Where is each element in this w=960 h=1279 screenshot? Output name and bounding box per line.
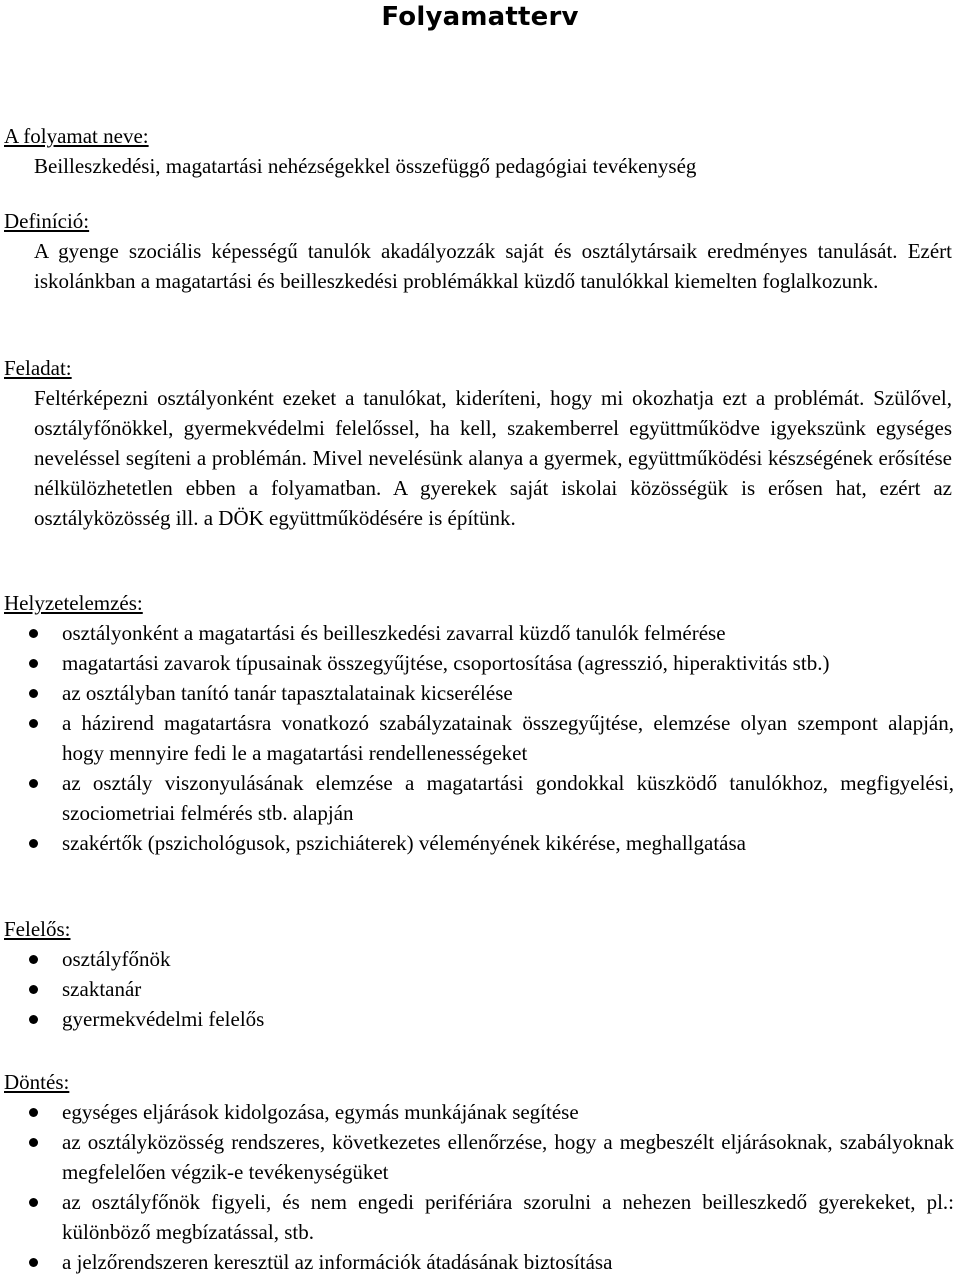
list-item [0,768,960,828]
task-heading: Feladat: [4,356,72,380]
list-item-text: az osztály viszonyulásának elemzése a magatartási gondokkal küszködő tanulókhoz, megfigyelési, szociometriai felmérés stb. alapján [62,771,954,825]
section-situation-analysis [0,588,960,858]
responsible-heading: Felelős: [4,917,71,941]
list-item [0,944,960,974]
list-item [0,678,960,708]
section-responsible [0,914,960,1034]
list-item-text: a házirend magatartásra vonatkozó szabályzatainak összegyűjtése, elemzése olyan szempont alapján, hogy mennyire fedi le a magatartási rendellenességeket [62,711,954,765]
list-item [0,1127,960,1187]
section-task [0,353,960,533]
decision-list [0,1097,960,1277]
list-item-text: magatartási zavarok típusainak összegyűjtése, csoportosítása (agresszió, hiperaktivitás stb.) [62,651,830,675]
bullet-icon [29,1138,38,1147]
list-item-text: szakértők (pszichológusok, pszichiáterek) véleményének kikérése, meghallgatása [62,831,746,855]
list-item [0,648,960,678]
process-name-text: Beilleszkedési, magatartási nehézségekkel összefüggő pedagógiai tevékenység [34,154,697,178]
situation-analysis-heading: Helyzetelemzés: [4,591,143,615]
bullet-icon [29,719,38,728]
list-item-text: gyermekvédelmi felelős [62,1007,265,1031]
bullet-icon [29,779,38,788]
responsible-list [0,944,960,1034]
bullet-icon [29,1015,38,1024]
list-item [0,1097,960,1127]
decision-heading: Döntés: [4,1070,70,1094]
situation-analysis-list [0,618,960,858]
document-title: Folyamatterv [381,2,579,32]
section-process-name [0,121,960,181]
bullet-icon [29,1108,38,1117]
section-decision [0,1067,960,1277]
bullet-icon [29,839,38,848]
list-item [0,828,960,858]
section-definition [0,206,960,296]
list-item [0,618,960,648]
definition-heading: Definíció: [4,209,90,233]
list-item-text: az osztályban tanító tanár tapasztalatainak kicserélése [62,681,513,705]
bullet-icon [29,955,38,964]
bullet-icon [29,629,38,638]
definition-text: A gyenge szociális képességű tanulók akadályozzák saját és osztálytársaik eredményes tanulását. Ezért iskolánkban a magatartási és beilleszkedési problémákkal küzdő tanulókkal kiemelten foglalkozunk. [34,239,952,293]
list-item [0,1247,960,1277]
list-item-text: a jelzőrendszeren keresztül az információk átadásának biztosítása [62,1250,613,1274]
list-item [0,1187,960,1247]
list-item-text: osztályonként a magatartási és beilleszkedési zavarral küzdő tanulók felmérése [62,621,726,645]
list-item-text: az osztályfőnök figyeli, és nem engedi perifériára szorulni a nehezen beilleszkedő gyerekeket, pl.: különböző megbízatással, stb. [62,1190,954,1244]
bullet-icon [29,985,38,994]
process-name-heading: A folyamat neve: [4,124,149,148]
bullet-icon [29,689,38,698]
task-text: Feltérképezni osztályonként ezeket a tanulókat, kideríteni, hogy mi okozhatja ezt a problémát. Szülővel, osztályfőnökkel, gyermekvédelmi felelőssel, ha kell, szakemberrel együttműködve igyekszünk egységes neveléssel segíteni a problémán. Mivel nevelésünk alanya a gyermek, együttműködési készségének erősítése nélkülözhetetlen ebben a folyamatban. A gyerekek saját iskolai közösségük is erősen hat, ezért az osztályközösség ill. a DÖK együttműködésére is építünk. [34,386,952,530]
list-item [0,974,960,1004]
list-item [0,1004,960,1034]
bullet-icon [29,1258,38,1267]
list-item-text: az osztályközösség rendszeres, következetes ellenőrzése, hogy a megbeszélt eljárásoknak, szabályoknak megfelelően végzik-e tevékenységüket [62,1130,954,1184]
list-item [0,708,960,768]
list-item-text: osztályfőnök [62,947,171,971]
bullet-icon [29,659,38,668]
list-item-text: szaktanár [62,977,142,1001]
list-item-text: egységes eljárások kidolgozása, egymás munkájának segítése [62,1100,579,1124]
bullet-icon [29,1198,38,1207]
